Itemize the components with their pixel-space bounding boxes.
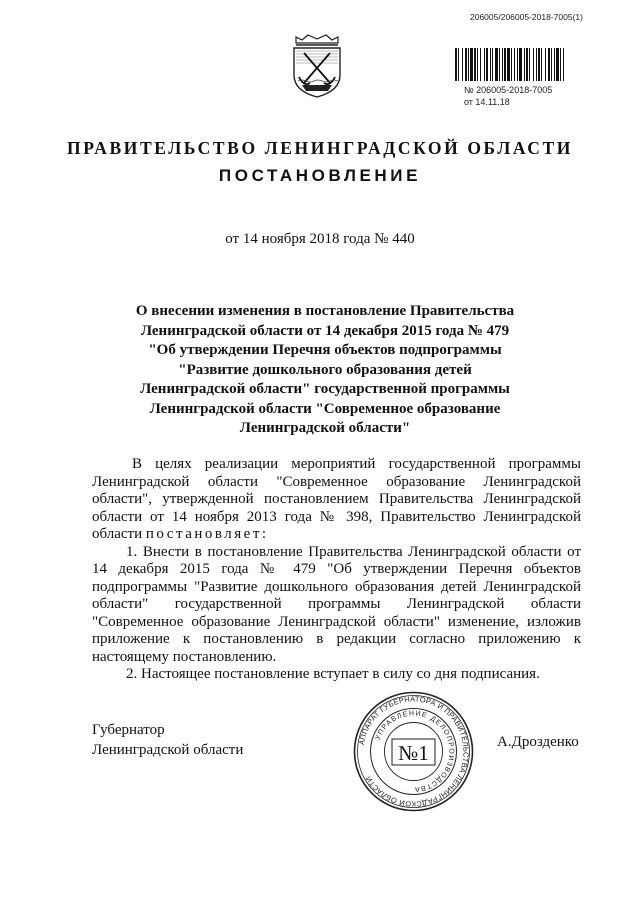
document-code: 206005/206005-2018-7005(1) xyxy=(470,12,583,22)
coat-of-arms-icon xyxy=(288,33,346,99)
government-title: ПРАВИТЕЛЬСТВО ЛЕНИНГРАДСКОЙ ОБЛАСТИ xyxy=(66,138,574,158)
subject-line: Ленинградской области от 14 декабря 2015 года № 479 xyxy=(140,322,510,339)
seal-number: №1 xyxy=(398,741,429,765)
official-seal xyxy=(352,690,475,813)
preamble-text: В целях реализации мероприятий государственной программы Ленинградской области "Современное образование Ленинградской области", утвержденной постановлением Правительства Ленинградской области от 14 ноября 2013 года № 398, Правительство Ленинградской области xyxy=(92,456,581,542)
preamble-paragraph xyxy=(92,456,581,544)
position-line: Ленинградской области xyxy=(92,742,244,758)
signatory-name: А.Дрозденко xyxy=(497,734,579,750)
subject-line: Ленинградской области" xyxy=(239,420,411,436)
seal-ring-text: АППАРАТ ГУБЕРНАТОРА И ПРАВИТЕЛЬСТВА ЛЕНИНГРАДСКОЙ ОБЛАСТИ xyxy=(356,694,471,809)
decree-body xyxy=(92,456,581,684)
seal-inner-text: УПРАВЛЕНИЕ ДЕЛОПРОИЗВОДСТВА xyxy=(374,710,455,793)
subject-line: Ленинградской области "Современное образование xyxy=(149,400,501,417)
subject-line: Ленинградской области" государственной программы xyxy=(140,381,510,397)
item-1-paragraph: 1. Внести в постановление Правительства Ленинградской области от 14 декабря 2015 года № 479 "Об утверждении Перечня объектов подпрограммы "Развитие дошкольного образования детей Ленинградской области" государственной программы Ленинградской области "Современное образование Ленинградской области" изменение, изложив приложение к постановлению в редакции согласно приложению к настоящему постановлению. xyxy=(92,543,581,665)
barcode xyxy=(455,48,631,81)
registration-date: от 14.11.18 xyxy=(464,97,510,107)
subject-line: "Развитие дошкольного образования детей xyxy=(178,361,472,378)
subject-line: "Об утверждении Перечня объектов подпрограммы xyxy=(148,342,502,358)
registration-stamp xyxy=(464,84,552,108)
position-line: Губернатор xyxy=(92,722,165,738)
decrees-word: постановляет: xyxy=(145,526,269,542)
item-2-paragraph: 2. Настоящее постановление вступает в силу со дня подписания. xyxy=(126,666,540,682)
decree-date: от 14 ноября 2018 года № 440 xyxy=(225,231,415,247)
registration-number: № 206005-2018-7005 xyxy=(464,85,553,95)
decree-subject xyxy=(80,302,570,439)
barcode-stripe xyxy=(564,48,566,81)
subject-line: О внесении изменения в постановление Правительства xyxy=(135,303,515,319)
signatory-position xyxy=(92,720,243,760)
document-type-title: ПОСТАНОВЛЕНИЕ xyxy=(218,166,422,185)
